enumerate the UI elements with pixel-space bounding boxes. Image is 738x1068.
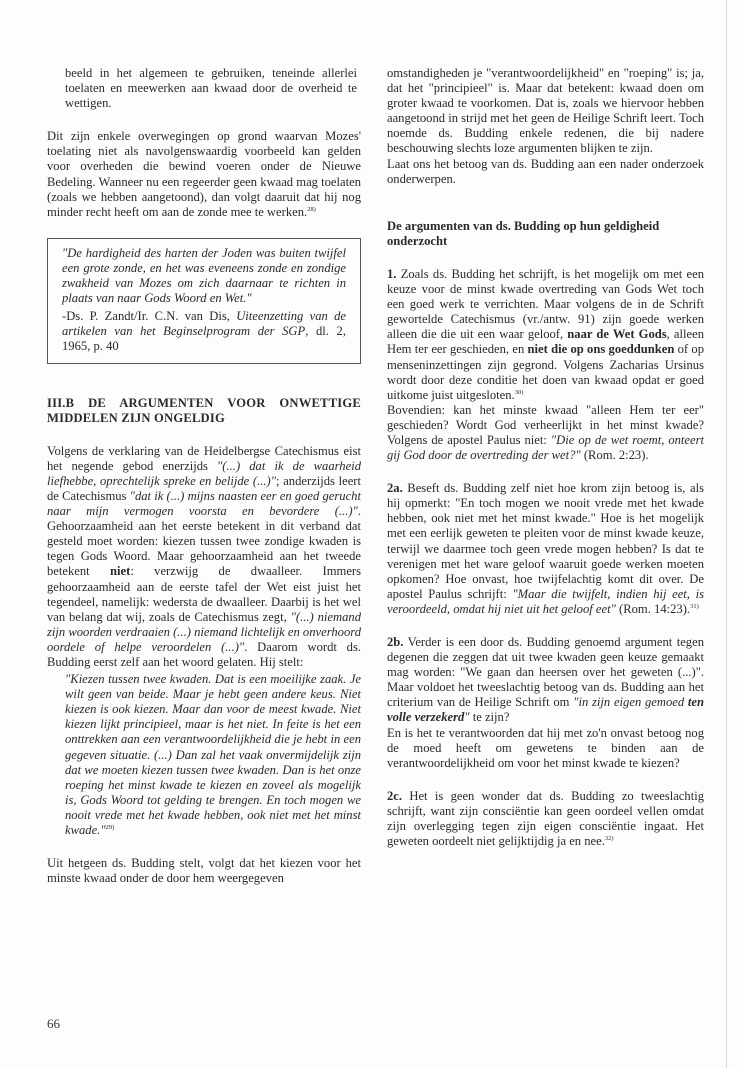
boxed-quote-text: "De hardigheid des harten der Joden was buiten twijfel een grote zonde, en het was eveneens zonde en zondige zwakheid van Mozes om zich daarnaar te richten in plaats van naar Gods Woord en Wet." bbox=[62, 245, 346, 306]
footnote-ref: 32) bbox=[604, 834, 614, 842]
footnote-ref: 30) bbox=[514, 388, 524, 396]
boxed-quote-source: -Ds. P. Zandt/Ir. C.N. van Dis, Uiteenzetting van de artikelen van het Beginselprogram der SGP, dl. 2, 1965, p. 40 bbox=[62, 309, 346, 354]
quote-continuation: beeld in het algemeen te gebruiken, teneinde allerlei toelaten en meewerken aan kwaad door de overheid te wettigen. bbox=[65, 66, 357, 111]
argument-1: 1. Zoals ds. Budding het schrijft, is het mogelijk om met een keuze voor de minst kwade overtreding van Gods Wet toch een goed werk te verrichten. Maar volgens de in de Schrift gewortelde Catechismus (vr./antw. 91) zijn goede werken alleen die die uit een waar geloof, naar de Wet Gods, alleen Hem ter eer geschieden, en niet die op ons goeddunken of op menseninzettingen zijn gegrond. Volgens Zacharias Ursinus wordt door deze conditie het doen van kwaad opdat er goed uitkome juist uitgesloten.$^{30)}$ bbox=[387, 266, 704, 402]
right-column bbox=[387, 66, 704, 849]
argument-2b: 2b. Verder is een door ds. Budding genoemd argument tegen degenen die zeggen dat uit twee kwaden geen keuze gemaakt mag worden: "We gaan dan heersen over het geweten (...)". Maar voldoet het tweeslachtig betoog van ds. Budding aan het criterium van de Heilige Schrift om "in zijn eigen gemoed ten volle verzekerd" te zijn? bbox=[387, 635, 705, 725]
subsection-heading: De argumenten van ds. Budding op hun geldigheid onderzocht bbox=[387, 218, 660, 248]
footnote-ref: 29) bbox=[105, 823, 115, 831]
argument-2a: 2a. Beseft ds. Budding zelf niet hoe krom zijn betoog is, als hij opmerkt: "En toch mogen we nooit vrede met het kwade hebben, ook niet met het minst kwade." Hoe is het mogelijk met een eerlijk geweten te pleiten voor de minst kwade keuze, terwijl we daarmee toch geen vrede mogen hebben? Is dat te verenigen met het ware geloof waaruit goede werken moeten opkomen? Hoe onvast, hoe twijfelachtig komt dit over. De apostel Paulus schrijft: "Maar die twijfelt, indien hij eet, is veroordeeld, omdat hij niet uit het geloof eet" (Rom. 14:23).$^{31)}$ bbox=[387, 481, 704, 616]
paragraph-considerations: Dit zijn enkele overwegingen op grond waarvan Mozes' toelating niet als navolgenswaardig voorbeeld kan gelden voor overheden die bewind voeren onder de Nieuwe Bedeling. Wanneer nu een regeerder geen kwaad mag toelaten (zoals we hebben aangetoond), dan volgt daaruit dat hij nog minder recht heeft om aan de zonde mee te werken.$^{28)}$ bbox=[47, 129, 361, 219]
argument-2c: 2c. Het is geen wonder dat ds. Budding zo tweeslachtig schrijft, want zijn consciëntie kan geen oordeel vellen omdat zijn overlegging tegen zijn eigen consciëntie ingaat. Het geweten oordeelt niet gelijktijdig ja en nee.$^{32)}$ bbox=[387, 788, 704, 849]
page-number: 66 bbox=[47, 1016, 60, 1031]
paragraph-conclusion: Uit hetgeen ds. Budding stelt, volgt dat het kiezen voor het minste kwaad onder de door hem weergegeven bbox=[47, 856, 361, 886]
page-edge-line bbox=[726, 0, 727, 1068]
section-heading: III.B DE ARGUMENTEN VOOR ONWETTIGE MIDDELEN ZIJN ONGELDIG bbox=[47, 395, 361, 425]
boxed-quote bbox=[47, 238, 361, 364]
budding-quote: "Kiezen tussen twee kwaden. Dat is een moeilijke zaak. Je wilt geen van beide. Maar je hebt geen andere keus. Niet kiezen is ook kiezen. Maar dan voor de meest kwade. Niet kiezen lijkt principieel, maar is het niet. In feite is het een onttrekken aan een verantwoordelijkheid die je hebt in een gegeven situatie. (...) Dan zal het vaak onvermijdelijk zijn dat we moeten kiezen tussen twee kwaden. Dan is het onze roeping het minst kwade te kiezen en zoveel als mogelijk is, Gods Woord tot gelding te brengen. En toch mogen we nooit vrede met het kwade hebben, ook niet met het minst kwade."$^{29)}$ bbox=[65, 672, 361, 838]
argument-1-cont: Bovendien: kan het minste kwaad "alleen Hem ter eer" geschieden? Wordt God verheerlijkt in het minst kwade? Volgens de apostel Paulus niet: "Die op de wet roemt, onteert gij God door de overtreding der wet?" (Rom. 2:23). bbox=[387, 402, 705, 463]
argument-2b-cont: En is het te verantwoorden dat hij met zo'n onvast betoog nog de moed heeft om gewetens te binden aan de verantwoordelijkheid om voor het minst kwade te kiezen? bbox=[387, 725, 704, 770]
paragraph-continued: omstandigheden je "verantwoordelijkheid" en "roeping" is; ja, dat het "principieel" is. Maar dat betekent: kwaad doen om groter kwaad te voorkomen. Dat is, zoals we hiervoor hebben aangetoond in strijd met het geen de Heilige Schrift leert. Toch noemde ds. Budding enkele redenen, die bij nadere beschouwing slechts loze argumenten blijken te zijn. bbox=[387, 66, 704, 156]
footnote-ref: 28) bbox=[307, 205, 316, 213]
footnote-ref: 31) bbox=[690, 602, 699, 610]
paragraph-catechism: Volgens de verklaring van de Heidelbergse Catechismus eist het negende gebod enerzijds "(...) dat ik de waarheid liefhebbe, oprechtelijk spreke en belijde (...)"; anderzijds leert de Catechismus "dat ik (...) mijns naasten eer en goed gerucht naar mijn vermogen voorsta en bevordere (...)". Gehoorzaamheid aan het eerste betekent in dit verband dat gesteld moet worden: kiezen tussen twee zondige kwaden is tegen Gods Woord. Maar gehoorzaamheid aan het tweede betekent niet: verzwijg de dwaalleer. Immers gehoorzaamheid aan de eerste tafel der Wet eist juist het tegendeel, namelijk: wedersta de dwaalleer. Daarbij is het wel van belang dat wij, zoals de Catechismus zegt, "(...) niemand zijn woorden verdraaien (...) niemand lichtelijk en onverhoord oordele of helpe veroordelen (...)". Daarom wordt ds. Budding eerst zelf aan het woord gelaten. Hij stelt: bbox=[47, 443, 362, 669]
left-column bbox=[47, 66, 361, 886]
paragraph-examine: Laat ons het betoog van ds. Budding aan een nader onderzoek onderwerpen. bbox=[387, 156, 704, 186]
